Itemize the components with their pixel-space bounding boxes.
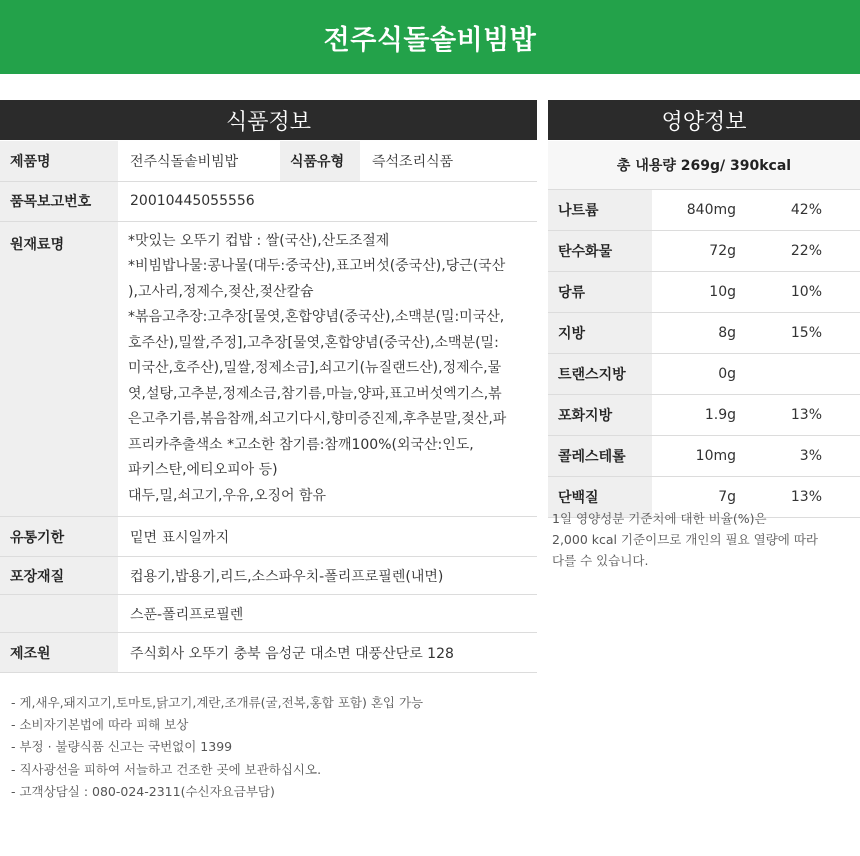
food-type-label: 식품유형 xyxy=(280,141,360,181)
nutrient-amount: 10g xyxy=(652,272,756,313)
nutrient-name: 콜레스테롤 xyxy=(548,436,652,477)
table-row xyxy=(0,557,537,595)
table-row xyxy=(0,633,537,673)
table-row xyxy=(548,436,860,477)
note-item: - 고객상담실 : 080-024-2311(수신자요금부담) xyxy=(11,783,275,799)
expiry-label: 유통기한 xyxy=(0,517,118,557)
table-row xyxy=(0,181,537,221)
note-item: - 게,새우,돼지고기,토마토,닭고기,계란,조개류(굴,전복,홍합 포함) 혼입 가능 xyxy=(11,695,424,710)
table-row xyxy=(0,595,537,633)
report-no-label: 품목보고번호 xyxy=(0,181,118,221)
nutrient-name: 지방 xyxy=(548,313,652,354)
bottom-notes xyxy=(11,692,423,803)
product-title: 전주식돌솥비빔밥 xyxy=(323,24,537,56)
nutrient-amount: 10mg xyxy=(652,436,756,477)
nutrient-percent: 13% xyxy=(756,395,860,436)
table-row xyxy=(548,231,860,272)
footnote-line: 1일 영양성분 기준치에 대한 비율(%)은 xyxy=(552,511,767,526)
table-row xyxy=(548,141,860,190)
ingredients-line: 미국산,호주산),밀쌀,정제소금],쇠고기(뉴질랜드산),정제수,물 xyxy=(128,360,502,376)
total-content: 총 내용량 269g/ 390kcal xyxy=(548,141,860,190)
food-type-value: 즉석조리식품 xyxy=(360,141,537,181)
packaging-label-empty xyxy=(0,595,118,633)
nutrient-name: 포화지방 xyxy=(548,395,652,436)
ingredients-line: 은고추기름,볶음참깨,쇠고기다시,향미증진제,후추분말,젖산,파 xyxy=(128,411,507,427)
table-row xyxy=(548,313,860,354)
report-no-value: 20010445055556 xyxy=(118,181,537,221)
nutrition-table xyxy=(548,141,860,518)
ingredients-line: 프리카추출색소 *고소한 참기름:참깨100%(외국산:인도, xyxy=(128,436,474,453)
nutrient-percent: 22% xyxy=(756,231,860,272)
note-item: - 직사광선을 피하여 서늘하고 건조한 곳에 보관하십시오. xyxy=(11,761,322,777)
nutrient-name: 당류 xyxy=(548,272,652,313)
nutrient-percent: 10% xyxy=(756,272,860,313)
note-item: - 부정 · 불량식품 신고는 국번없이 1399 xyxy=(11,739,233,755)
note-item: - 소비자기본법에 따라 피해 보상 xyxy=(11,717,189,733)
nutrient-name: 탄수화물 xyxy=(548,231,652,272)
table-row xyxy=(548,190,860,231)
nutrient-percent: 42% xyxy=(756,190,860,231)
ingredients-line: *볶음고추장:고추장[물엿,혼합양념(중국산),소맥분(밀:미국산, xyxy=(128,309,505,325)
ingredients-line: 호주산),밀쌀,주정],고추장[물엿,혼합양념(중국산),소맥분(밀: xyxy=(128,334,499,351)
ingredients-line: 파키스탄,에티오피아 등) xyxy=(128,462,278,478)
allergen-line: 대두,밀,쇠고기,우유,오징어 함유 xyxy=(128,487,327,504)
table-row xyxy=(548,272,860,313)
product-name-label: 제품명 xyxy=(0,141,118,181)
footnote-line: 2,000 kcal 기준이므로 개인의 필요 열량에 따라 xyxy=(552,532,818,547)
table-row xyxy=(0,221,537,517)
manufacturer-label: 제조원 xyxy=(0,633,118,673)
nutrient-percent: 3% xyxy=(756,436,860,477)
packaging-value-2: 스푼-폴리프로필렌 xyxy=(118,595,537,633)
ingredients-line: *비빔밥나물:콩나물(대두:중국산),표고버섯(중국산),당근(국산 xyxy=(128,258,506,274)
table-row xyxy=(548,395,860,436)
ingredients-line: *맛있는 오뚜기 컵밥 : 쌀(국산),산도조절제 xyxy=(128,232,390,249)
nutrient-amount: 840mg xyxy=(652,190,756,231)
nutrient-amount: 1.9g xyxy=(652,395,756,436)
table-row xyxy=(0,141,537,181)
nutrient-percent: 13% xyxy=(756,477,860,518)
nutrient-amount: 7g xyxy=(652,477,756,518)
nutrition-header: 영양정보 xyxy=(548,100,860,140)
expiry-value: 밑면 표시일까지 xyxy=(118,517,537,557)
product-name-value: 전주식돌솥비빔밥 xyxy=(118,141,280,181)
nutrient-amount: 72g xyxy=(652,231,756,272)
food-info-header: 식품정보 xyxy=(0,100,537,140)
nutrient-amount: 8g xyxy=(652,313,756,354)
food-info-table xyxy=(0,141,537,673)
packaging-label: 포장재질 xyxy=(0,557,118,595)
table-row xyxy=(0,517,537,557)
ingredients-line: 엿,설탕,고추분,정제소금,참기름,마늘,양파,표고버섯엑기스,볶 xyxy=(128,385,502,402)
ingredients-value xyxy=(118,221,537,517)
nutrient-amount: 0g xyxy=(652,354,756,395)
nutrient-name: 나트륨 xyxy=(548,190,652,231)
table-row xyxy=(548,354,860,395)
nutrient-name: 단백질 xyxy=(548,477,652,518)
manufacturer-value: 주식회사 오뚜기 충북 음성군 대소면 대풍산단로 128 xyxy=(118,633,537,673)
title-banner xyxy=(0,0,860,74)
ingredients-label: 원재료명 xyxy=(0,221,118,517)
ingredients-line: ),고사리,정제수,젖산,젖산칼슘 xyxy=(128,283,314,300)
nutrient-percent: 15% xyxy=(756,313,860,354)
footnote-line: 다를 수 있습니다. xyxy=(552,553,649,568)
nutrition-footnote xyxy=(552,508,852,571)
packaging-value: 컵용기,밥용기,리드,소스파우치-폴리프로필렌(내면) xyxy=(118,557,537,595)
nutrient-percent xyxy=(756,354,860,395)
nutrient-name: 트랜스지방 xyxy=(548,354,652,395)
